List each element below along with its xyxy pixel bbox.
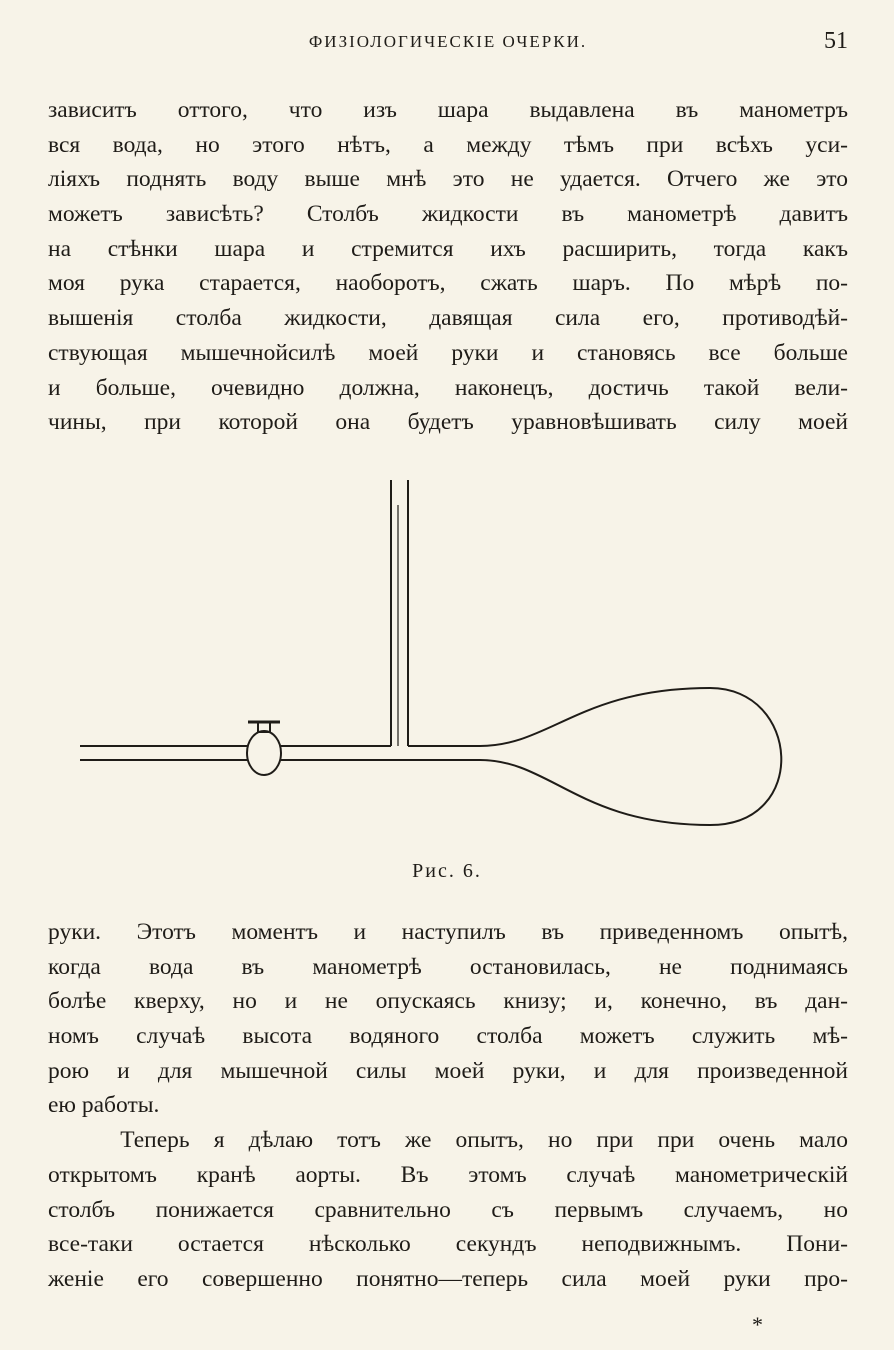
figure-caption: Рис. 6. — [412, 860, 482, 882]
text-line: руки. Этотъ моментъ и наступилъ въ приведенномъ опытѣ, — [48, 919, 848, 945]
rubber-bulb-outline — [391, 688, 781, 825]
text-line: и больше, очевидно должна, наконецъ, достичь такой вели- — [48, 374, 848, 401]
text-line: чины, при которой она будетъ уравновѣшивать силу моей — [48, 409, 848, 436]
text-line: ліяхъ поднять воду выше мнѣ это не удается. Отчего же это — [48, 166, 848, 193]
text-line: Теперь я дѣлаю тотъ же опытъ, но при при очень мало — [48, 1127, 848, 1154]
text-line: моя рука старается, наоборотъ, сжать шаръ. По мѣрѣ по- — [48, 270, 848, 297]
valve-body — [247, 731, 281, 775]
text-line: когда вода въ манометрѣ остановилась, не поднимаясь — [48, 953, 848, 980]
text-line: женіе его совершенно понятно—теперь сила моей руки про- — [48, 1265, 848, 1292]
text-line: ствующая мышечнойсилѣ моей руки и становясь все больше — [48, 339, 848, 366]
text-line: открытомъ кранѣ аорты. Въ этомъ случаѣ манометрическій — [48, 1161, 848, 1188]
signature-mark: * — [752, 1312, 763, 1337]
text-line: рою и для мышечной силы моей руки, и для произведенной — [48, 1057, 848, 1084]
text-line: болѣе кверху, но и не опускаясь книзу; и, конечно, въ дан- — [48, 988, 848, 1015]
manometer-bulb-drawing — [80, 470, 810, 840]
text-line: ею работы. — [48, 1092, 160, 1119]
text-line: можетъ зависѣть? Столбъ жидкости въ манометрѣ давитъ — [48, 201, 848, 228]
text-line: вышенія столба жидкости, давящая сила его, противодѣй- — [48, 305, 848, 332]
body-text-top — [48, 93, 848, 440]
figure-apparatus-diagram — [80, 470, 810, 840]
text-line: все-таки остается нѣсколько секундъ неподвижнымъ. Пони- — [48, 1231, 848, 1258]
text-line: номъ случаѣ высота водяного столба можетъ служить мѣ- — [48, 1023, 848, 1050]
running-title: ФИЗІОЛОГИЧЕСКІЕ ОЧЕРКИ. — [308, 32, 588, 51]
page-header — [48, 28, 848, 62]
page-number: 51 — [824, 28, 848, 54]
text-line: на стѣнки шара и стремится ихъ расширить, тогда какъ — [48, 235, 848, 262]
text-line: вся вода, но этого нѣтъ, а между тѣмъ при всѣхъ уси- — [48, 131, 848, 158]
text-line: столбъ понижается сравнительно съ первымъ случаемъ, но — [48, 1196, 848, 1223]
body-text-bottom — [48, 915, 848, 1297]
text-line: зависитъ оттого, что изъ шара выдавлена въ манометръ — [48, 97, 848, 123]
